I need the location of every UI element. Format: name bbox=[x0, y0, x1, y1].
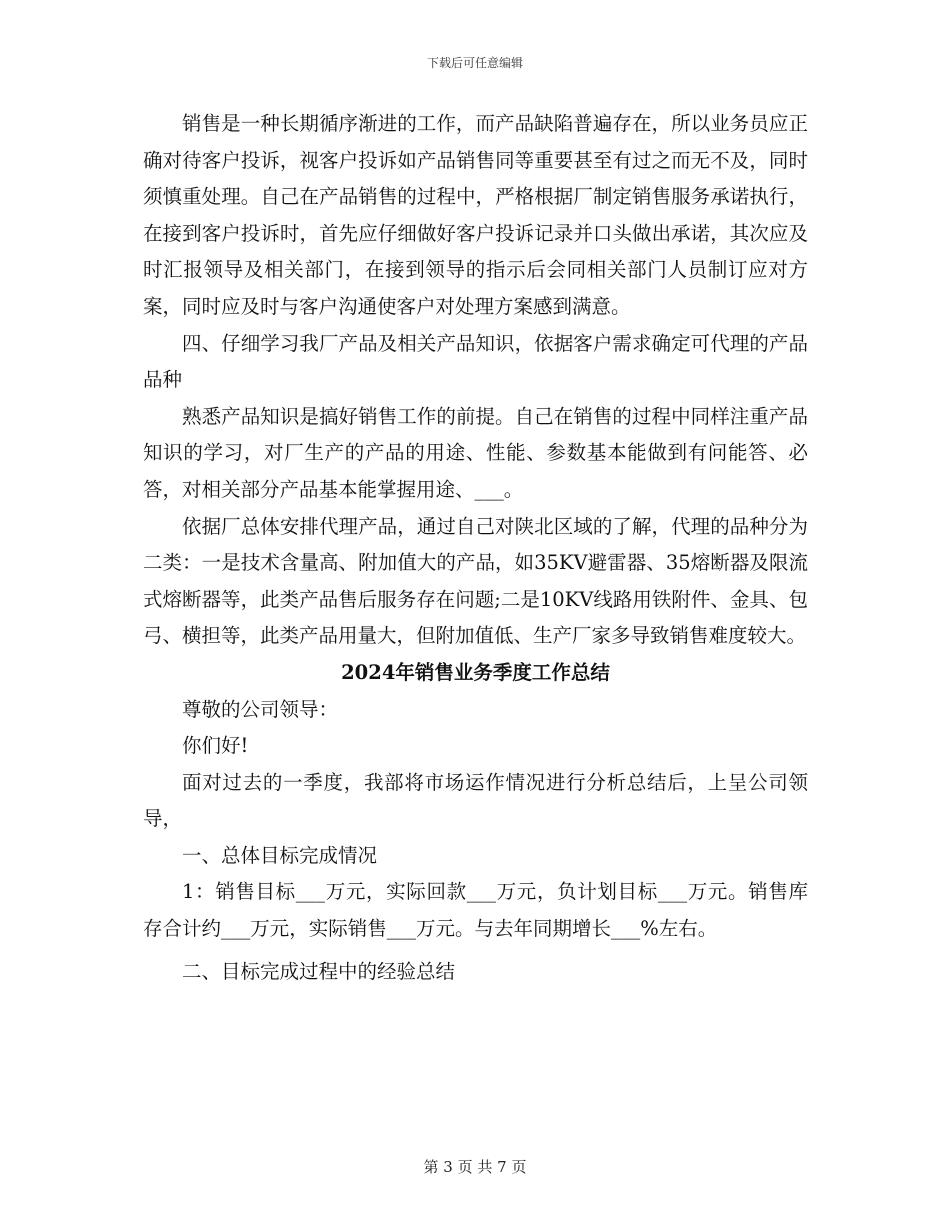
paragraph-intro: 面对过去的一季度，我部将市场运作情况进行分析总结后，上呈公司领导， bbox=[143, 770, 808, 831]
page-number: 第 3 页 共 7 页 bbox=[423, 1158, 527, 1176]
document-body bbox=[143, 106, 808, 990]
salutation: 尊敬的公司领导： bbox=[182, 697, 339, 721]
greeting: 你们好! bbox=[182, 734, 249, 758]
document-title: 2024年销售业务季度工作总结 bbox=[341, 660, 610, 684]
section-heading-product-knowledge: 四、仔细学习我厂产品及相关产品知识，依据客户需求确定可代理的产品品种 bbox=[143, 331, 808, 392]
paragraph-targets: 1：销售目标___万元，实际回款___万元，负计划目标___万元。销售库存合计约___万元，实际销售___万元。与去年同期增长___%左右。 bbox=[143, 880, 808, 941]
section-heading-targets: 一、总体目标完成情况 bbox=[182, 843, 378, 867]
paragraph-product-knowledge: 熟悉产品知识是搞好销售工作的前提。自己在销售的过程中同样注重产品知识的学习，对厂生产的产品的用途、性能、参数基本能做到有问能答、必答，对相关部分产品基本能掌握用途、___。 bbox=[143, 404, 808, 501]
section-heading-experience: 二、目标完成过程中的经验总结 bbox=[182, 959, 456, 983]
header-note: 下载后可任意编辑 bbox=[426, 56, 523, 70]
paragraph-product-categories: 依据厂总体安排代理产品，通过自己对陕北区域的了解，代理的品种分为二类：一是技术含量高、附加值大的产品，如35KV避雷器、35熔断器及限流式熔断器等，此类产品售后服务存在问题;二是10KV线路用铁附件、金具、包弓、横担等，此类产品用量大，但附加值低、生产厂家多导致销售难度较大。 bbox=[143, 514, 808, 648]
paragraph-complaint-handling: 销售是一种长期循序渐进的工作，而产品缺陷普遍存在，所以业务员应正确对待客户投诉，视客户投诉如产品销售同等重要甚至有过之而无不及，同时须慎重处理。自己在产品销售的过程中，严格根据厂制定销售服务承诺执行，在接到客户投诉时，首先应仔细做好客户投诉记录并口头做出承诺，其次应及时汇报领导及相关部门，在接到领导的指示后会同相关部门人员制订应对方案，同时应及时与客户沟通使客户对处理方案感到满意。 bbox=[143, 112, 808, 318]
